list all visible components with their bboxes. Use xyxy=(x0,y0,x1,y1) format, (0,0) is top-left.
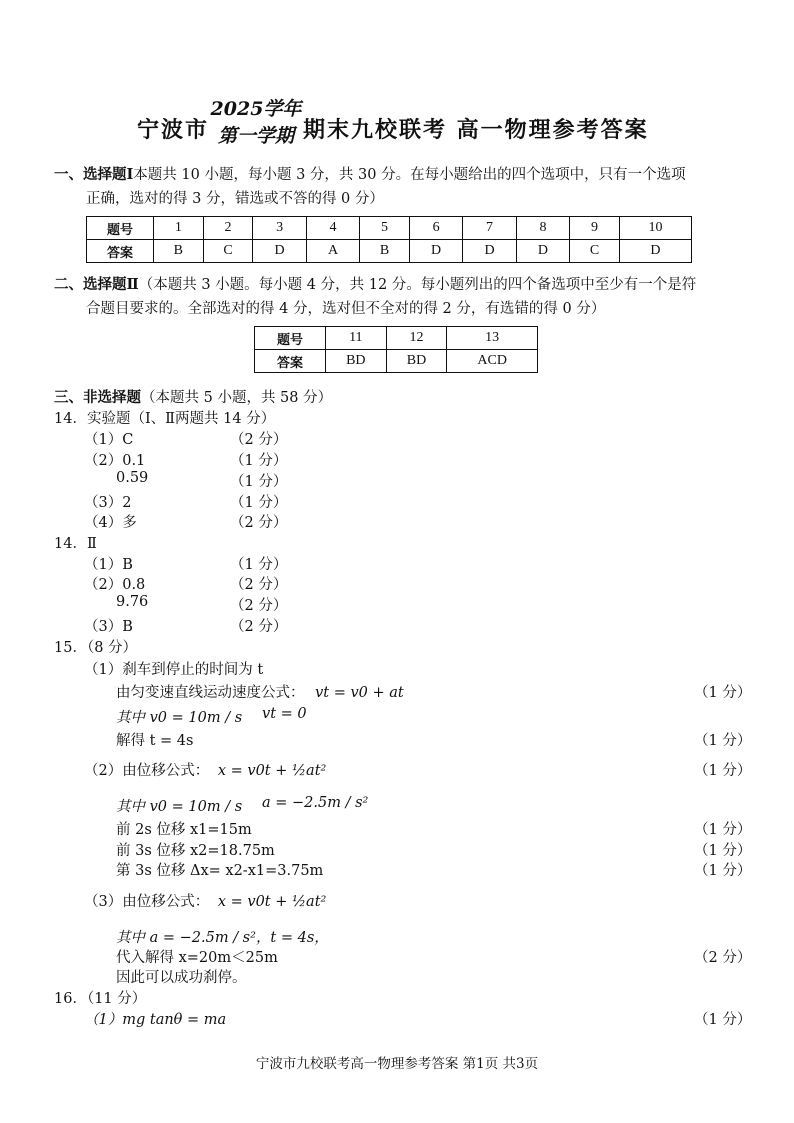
q15-p2-score: （1 分） xyxy=(694,763,752,779)
question-cell: 13 xyxy=(447,327,538,350)
page-footer: 宁波市九校联考高一物理参考答案 第1页 共3页 xyxy=(255,1056,539,1072)
q16-p1: （1）mg tanθ = ma xyxy=(84,1012,227,1028)
title-right: 期末九校联考 高一物理参考答案 xyxy=(303,117,649,143)
q14b-item-label: （2）0.8 xyxy=(84,577,146,593)
section3-note: （本题共 5 小题，共 58 分） xyxy=(141,390,333,406)
q15-p1-formula-line xyxy=(116,681,404,702)
section2-text1: （本题共 3 小题。每小题 4 分，共 12 分。每小题列出的四个备选项中至少有一个是符 xyxy=(138,277,697,293)
q15-p1-given-b: vt = 0 xyxy=(262,706,307,722)
answer-cell: D xyxy=(409,240,462,263)
q14a-item-label: （1）C xyxy=(84,432,134,448)
q14a-item-score: （1 分） xyxy=(230,453,288,469)
section3-head: 三、非选择题 xyxy=(54,389,141,406)
answer-cell: C xyxy=(570,240,620,263)
section2-head: 二、选择题Ⅱ xyxy=(54,276,139,293)
section1-answer-table xyxy=(86,216,692,263)
title-year: 2025学年 xyxy=(210,98,302,120)
q15-p3-formula: x = v0t + ½at² xyxy=(217,894,327,910)
q15-p1-given-a: 其中 v0 = 10m / s xyxy=(116,710,243,726)
q15-p2-given-b: a = −2.5m / s² xyxy=(262,795,369,811)
q15-p1-score: （1 分） xyxy=(694,685,752,701)
q15-p1-formula-text: 由匀变速直线运动速度公式： xyxy=(116,685,305,701)
q14a-item-score: （1 分） xyxy=(230,495,288,511)
section1-line2: 正确，选对的得 3 分，错选或不答的得 0 分） xyxy=(86,191,384,207)
q15-p2-l3: 第 3s 位移 Δx= x2-x1=3.75m xyxy=(116,863,324,879)
q15-p2-line xyxy=(84,759,326,780)
section1-head: 一、选择题Ⅰ xyxy=(54,166,134,183)
row-label-answer: 答案 xyxy=(87,240,154,263)
answer-cell: D xyxy=(253,240,306,263)
q15-p3-given: 其中 a = −2.5m / s²，t = 4s， xyxy=(116,930,329,946)
q14a-item-score: （2 分） xyxy=(230,515,288,531)
row-label-question: 题号 xyxy=(87,217,154,240)
answer-cell: ACD xyxy=(447,350,538,373)
q14b-item-score: （2 分） xyxy=(230,619,288,635)
answer-cell: A xyxy=(306,240,359,263)
question-cell: 8 xyxy=(516,217,569,240)
q14a-item-score: （1 分） xyxy=(230,474,288,490)
q14b-item-label: （1）B xyxy=(84,557,133,573)
q14a-head: 14．实验题（Ⅰ、Ⅱ两题共 14 分） xyxy=(54,411,276,427)
q15-p2-text: （2）由位移公式： xyxy=(84,763,210,779)
q15-p1: （1）刹车到停止的时间为 t xyxy=(84,662,264,678)
q15-p3-solve: 代入解得 x=20m＜25m xyxy=(116,950,278,966)
answer-cell: BD xyxy=(386,350,447,373)
answer-cell: D xyxy=(619,240,691,263)
title-left: 宁波市 xyxy=(137,117,210,143)
q15-p2-l1: 前 2s 位移 x1=15m xyxy=(116,822,252,838)
q14b-item-score: （1 分） xyxy=(230,557,288,573)
answer-cell: BD xyxy=(326,350,387,373)
q14a-item-label: 0.59 xyxy=(116,470,149,486)
question-cell: 5 xyxy=(360,217,410,240)
section2-answer-table xyxy=(254,326,538,373)
question-cell: 1 xyxy=(154,217,204,240)
answer-cell: C xyxy=(203,240,253,263)
q15-p2-l1-score: （1 分） xyxy=(694,822,752,838)
q14a-item-label: （2）0.1 xyxy=(84,453,146,469)
q15-p2-l3-score: （1 分） xyxy=(694,863,752,879)
q14a-item-score: （2 分） xyxy=(230,432,288,448)
answer-cell: D xyxy=(516,240,569,263)
question-cell: 7 xyxy=(463,217,516,240)
question-cell: 10 xyxy=(619,217,691,240)
q15-p3-conclusion: 因此可以成功刹停。 xyxy=(116,970,247,986)
q15-p3-solve-score: （2 分） xyxy=(694,950,752,966)
q15-head: 15．（8 分） xyxy=(54,640,138,656)
section2-line1 xyxy=(54,273,696,294)
title-term: 第一学期 xyxy=(217,125,294,147)
q14b-item-label: （3）B xyxy=(84,619,133,635)
title-stack xyxy=(210,96,302,150)
q15-p2-l2: 前 3s 位移 x2=18.75m xyxy=(116,843,275,859)
q15-p1-formula: vt = v0 + at xyxy=(315,685,404,701)
q14a-item-label: （3）2 xyxy=(84,495,132,511)
q16-head: 16．（11 分） xyxy=(54,991,147,1007)
question-cell: 12 xyxy=(386,327,447,350)
q15-p2-formula: x = v0t + ½at² xyxy=(217,763,327,779)
q14a-item-label: （4）多 xyxy=(84,515,137,531)
section2-line2: 合题目要求的。全部选对的得 4 分，选对但不全对的得 2 分，有选错的得 0 分） xyxy=(86,301,606,317)
question-cell: 4 xyxy=(306,217,359,240)
q14b-item-score: （2 分） xyxy=(230,598,288,614)
answer-cell: D xyxy=(463,240,516,263)
question-cell: 11 xyxy=(326,327,387,350)
section1-line1 xyxy=(54,163,686,184)
q14b-item-label: 9.76 xyxy=(116,594,149,610)
question-cell: 9 xyxy=(570,217,620,240)
row-label-answer: 答案 xyxy=(255,350,326,373)
q15-p1-solve: 解得 t = 4s xyxy=(116,733,194,749)
table-row xyxy=(255,327,538,350)
table-row xyxy=(255,350,538,373)
q15-p2-given-a: 其中 v0 = 10m / s xyxy=(116,799,243,815)
q16-p1-score: （1 分） xyxy=(694,1012,752,1028)
answer-cell: B xyxy=(154,240,204,263)
q14b-head: 14．Ⅱ xyxy=(54,536,97,552)
table-row xyxy=(87,240,692,263)
row-label-question: 题号 xyxy=(255,327,326,350)
question-cell: 6 xyxy=(409,217,462,240)
q15-p1-solve-score: （1 分） xyxy=(694,733,752,749)
q15-p3-text: （3）由位移公式： xyxy=(84,894,210,910)
q15-p2-l2-score: （1 分） xyxy=(694,843,752,859)
question-cell: 2 xyxy=(203,217,253,240)
question-cell: 3 xyxy=(253,217,306,240)
section1-text1: 本题共 10 小题，每小题 3 分，共 30 分。在每小题给出的四个选项中，只有一个选项 xyxy=(133,167,686,183)
answer-cell: B xyxy=(360,240,410,263)
q14b-item-score: （2 分） xyxy=(230,577,288,593)
section3-line xyxy=(54,386,332,407)
table-row xyxy=(87,217,692,240)
q15-p3-line xyxy=(84,890,326,911)
